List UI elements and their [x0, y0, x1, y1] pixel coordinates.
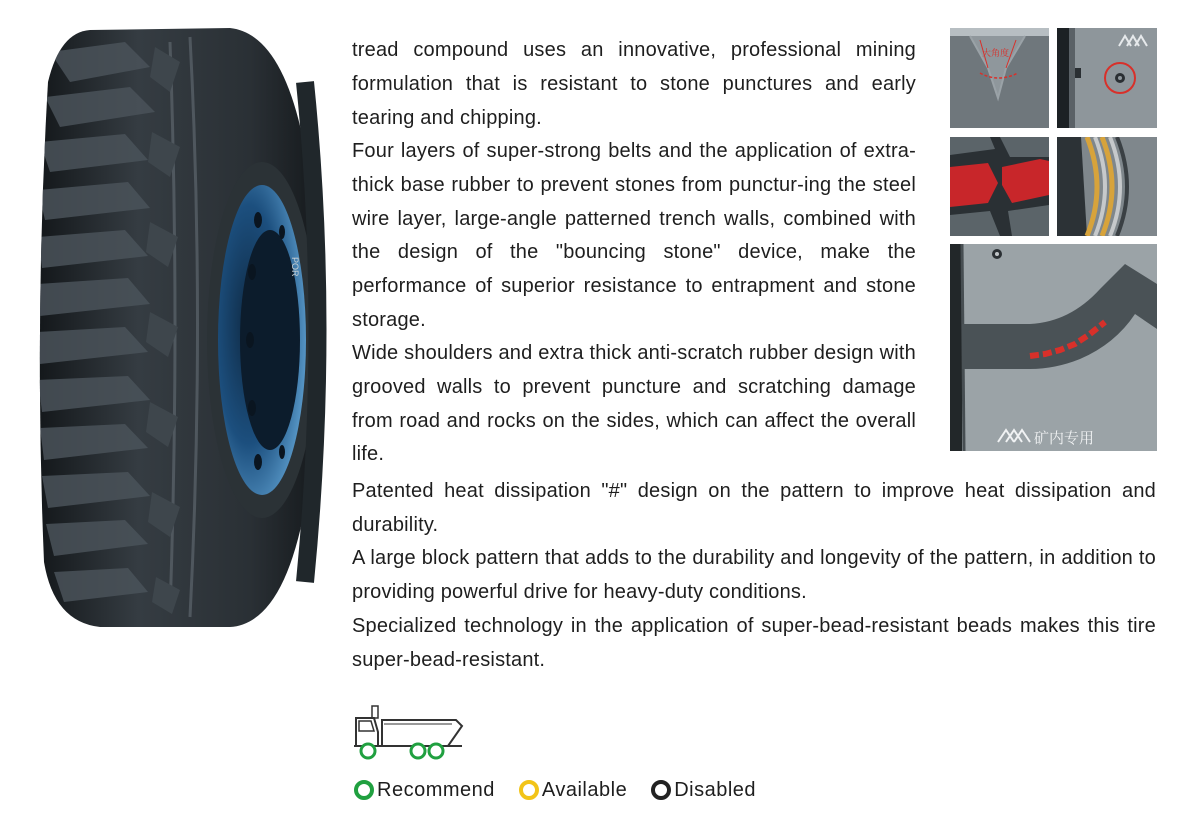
legend-disabled [651, 779, 756, 802]
sidewall-code: POR [290, 257, 300, 277]
mining-mark-text: 矿内专用 [1034, 429, 1095, 447]
feature-paragraph-5: A large block pattern that adds to the durability and longevity of the pattern, in addition to providing powerful drive for heavy-duty conditions. [352, 547, 1156, 603]
feature-paragraph-6: Specialized technology in the application of super-bead-resistant beads makes this tire super-bead-resistant. [352, 615, 1156, 671]
legend-recommend-label: Recommend [377, 778, 495, 801]
feature-paragraph-3: Wide shoulders and extra thick anti-scratch rubber design with grooved walls to prevent puncture and scratching damage from road and rocks on the sides, which can affect the overall life. [352, 342, 916, 466]
tread-block-image [950, 137, 1049, 236]
dump-truck-icon [352, 704, 464, 762]
shoulder-section-image [950, 244, 1157, 451]
belt-layers-image [1057, 137, 1157, 236]
angle-label: 大角度 [982, 49, 1010, 59]
legend-available [519, 779, 627, 802]
disabled-dot-icon [651, 780, 671, 800]
recommend-dot-icon [354, 780, 374, 800]
legend-available-label: Available [541, 778, 628, 801]
legend-recommend [354, 779, 495, 802]
feature-paragraph-2: Four layers of super-strong belts and the application of extra-thick base rubber to prevent stones from punctur-ing the steel wire layer, large-angle patterned trench walls, combined with the design of the "bouncing stone" device, make the performance of superior resistance to entrapment and stone storage. [352, 140, 916, 331]
tire-image [30, 22, 330, 632]
groove-angle-image [950, 28, 1049, 128]
legend-disabled-label: Disabled [674, 778, 757, 801]
available-dot-icon [519, 780, 539, 800]
legend [354, 777, 780, 803]
feature-paragraph-4: Patented heat dissipation "#" design on the pattern to improve heat dissipation and durability. [352, 480, 1156, 536]
stone-ejector-image [1057, 28, 1157, 128]
feature-paragraph-1: tread compound uses an innovative, professional mining formulation that is resistant to stone punctures and early tearing and chipping. [352, 39, 916, 129]
